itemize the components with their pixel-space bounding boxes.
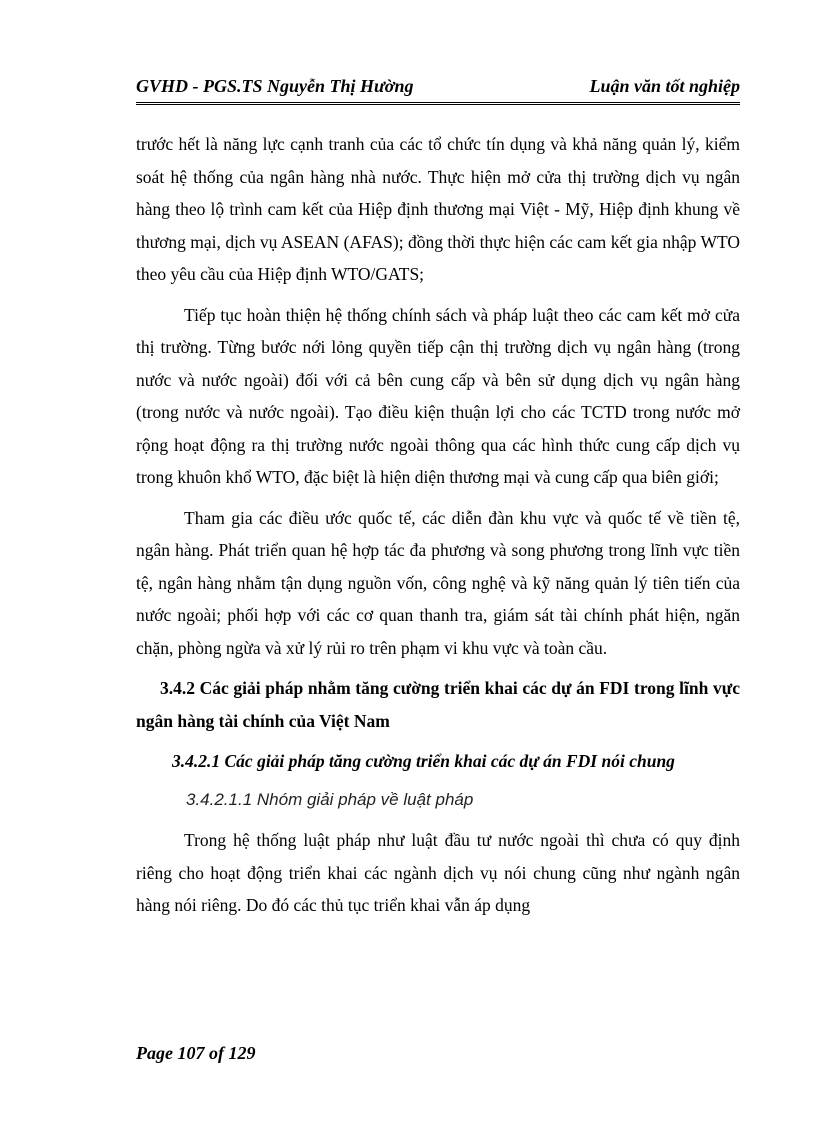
paragraph-4: Trong hệ thống luật pháp như luật đầu tư nước ngoài thì chưa có quy định riêng cho hoạt động triển khai các ngành dịch vụ nói chung cũng như ngành ngân hàng nói riêng. Do đó các thủ tục triển khai vẫn áp dụng [136,830,740,915]
section-heading-3-4-2-1: 3.4.2.1 Các giải pháp tăng cường triển khai các dự án FDI nói chung [172,751,675,771]
paragraph-3: Tham gia các điều ước quốc tế, các diễn đàn khu vực và quốc tế về tiền tệ, ngân hàng. Phát triển quan hệ hợp tác đa phương và song phương trong lĩnh vực tiền tệ, ngân hàng nhằm tận dụng nguồn vốn, công nghệ và kỹ năng quản lý tiên tiến của nước ngoài; phối hợp với các cơ quan thanh tra, giám sát tài chính phát hiện, ngăn chặn, phòng ngừa và xử lý rủi ro trên phạm vi khu vực và toàn cầu. [136,507,740,658]
section-heading-3-4-2: 3.4.2 Các giải pháp nhằm tăng cường triển khai các dự án FDI trong lĩnh vực ngân hàng tài chính của Việt Nam [136,678,740,731]
section-heading-3-4-2-1-1: 3.4.2.1.1 Nhóm giải pháp về luật pháp [186,789,474,809]
paragraph-2: Tiếp tục hoàn thiện hệ thống chính sách và pháp luật theo các cam kết mở cửa thị trường. Từng bước nới lỏng quyền tiếp cận thị trường dịch vụ ngân hàng (trong nước và nước ngoài) đối với cả bên cung cấp và bên sử dụng dịch vụ ngân hàng (trong nước và nước ngoài). Tạo điều kiện thuận lợi cho các TCTD trong nước mở rộng hoạt động ra thị trường nước ngoài thông qua các hình thức cung cấp dịch vụ trong khuôn khổ WTO, đặc biệt là hiện diện thương mại và cung cấp qua biên giới; [136,304,740,487]
header-title: Luận văn tốt nghiệp [589,76,740,96]
page-footer: Page 107 of 129 [136,1043,256,1063]
paragraph-1: trước hết là năng lực cạnh tranh của các tổ chức tín dụng và khả năng quản lý, kiểm soát hệ thống của ngân hàng nhà nước. Thực hiện mở cửa thị trường dịch vụ ngân hàng theo lộ trình cam kết của Hiệp định thương mại Việt - Mỹ, Hiệp định khung về thương mại, dịch vụ ASEAN (AFAS); đồng thời thực hiện các cam kết gia nhập WTO theo yêu cầu của Hiệp định WTO/GATS; [136,134,740,284]
header-advisor: GVHD - PGS.TS Nguyễn Thị Hường [136,76,414,96]
page-body [136,128,740,922]
page-header [136,76,740,105]
